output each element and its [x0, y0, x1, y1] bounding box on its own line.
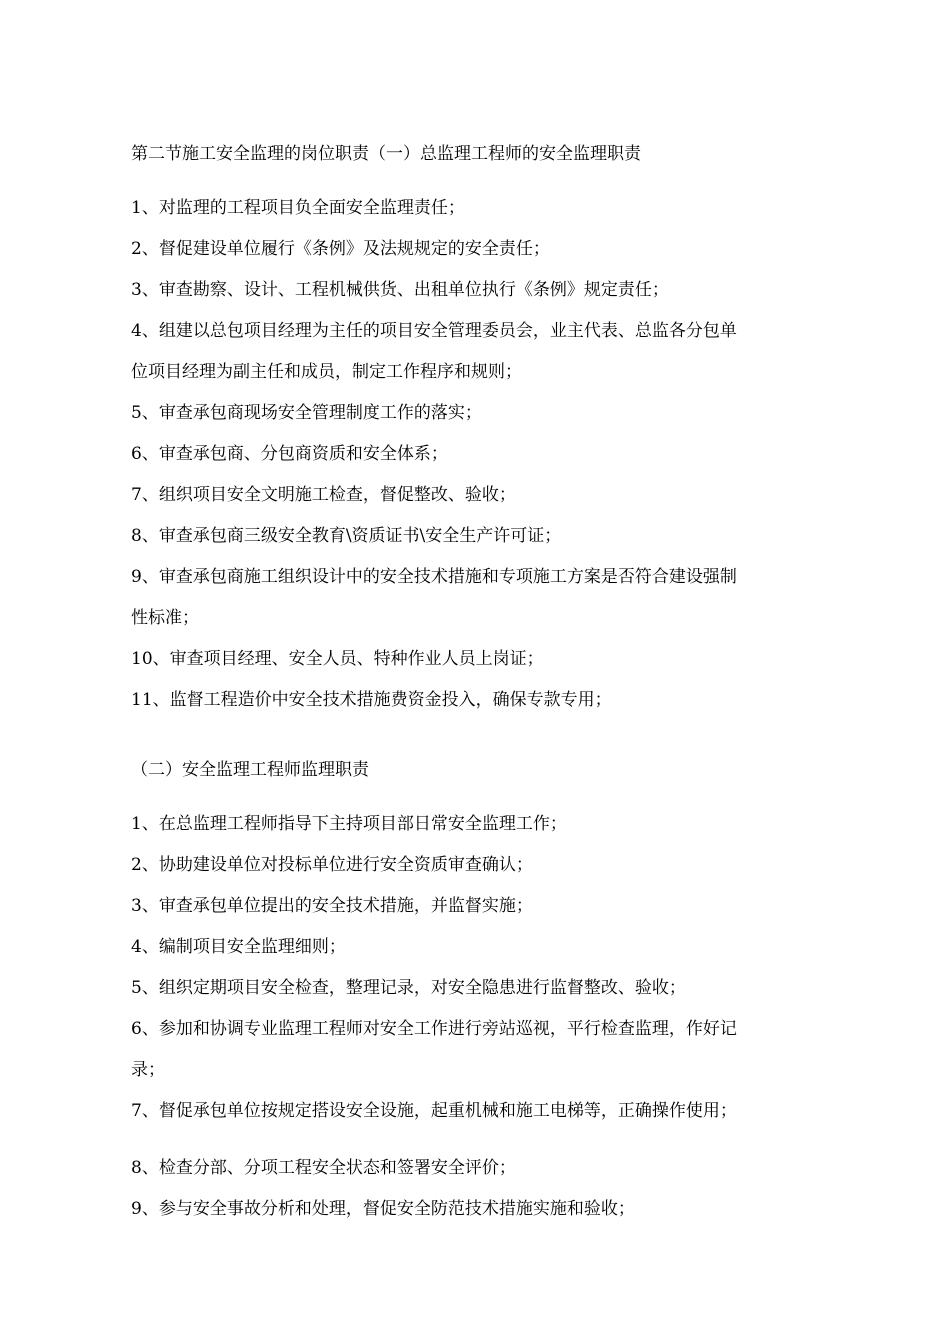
duty-item-continuation: 位项目经理为副主任和成员，制定工作程序和规则；: [131, 362, 522, 382]
duty-item: 6、审查承包商、分包商资质和安全体系；: [131, 444, 448, 464]
duty-item: 5、审查承包商现场安全管理制度工作的落实；: [131, 403, 482, 423]
section-title: 第二节施工安全监理的岗位职责（一）总监理工程师的安全监理职责: [131, 144, 641, 164]
duty-item: 7、组织项目安全文明施工检查，督促整改、验收；: [131, 485, 516, 505]
duty-item: 2、协助建设单位对投标单位进行安全资质审查确认；: [131, 855, 533, 875]
duty-item: 5、组织定期项目安全检查，整理记录，对安全隐患进行监督整改、验收；: [131, 978, 686, 998]
duty-item: 9、审查承包商施工组织设计中的安全技术措施和专项施工方案是否符合建设强制: [131, 567, 737, 587]
subsection-heading: （二）安全监理工程师监理职责: [131, 760, 369, 780]
duty-item: 4、组建以总包项目经理为主任的项目安全管理委员会，业主代表、总监各分包单: [131, 321, 737, 341]
duty-item: 1、对监理的工程项目负全面安全监理责任；: [131, 198, 465, 218]
duty-item: 6、参加和协调专业监理工程师对安全工作进行旁站巡视，平行检查监理，作好记: [131, 1019, 737, 1039]
duty-item: 3、审查承包单位提出的安全技术措施，并监督实施；: [131, 896, 533, 916]
duty-item: 10、审查项目经理、安全人员、特种作业人员上岗证；: [131, 649, 544, 669]
duty-item: 8、审查承包商三级安全教育\资质证书\安全生产许可证；: [131, 526, 562, 546]
duty-item: 1、在总监理工程师指导下主持项目部日常安全监理工作；: [131, 814, 567, 834]
duty-item: 2、督促建设单位履行《条例》及法规规定的安全责任；: [131, 239, 550, 259]
duty-item: 8、检查分部、分项工程安全状态和签署安全评价；: [131, 1158, 516, 1178]
duty-item: 7、督促承包单位按规定搭设安全设施，起重机械和施工电梯等，正确操作使用；: [131, 1101, 737, 1121]
duty-item: 4、编制项目安全监理细则；: [131, 937, 346, 957]
duty-item-continuation: 性标准；: [131, 608, 199, 628]
duty-item-continuation: 录；: [131, 1060, 165, 1080]
duty-item: 11、监督工程造价中安全技术措施费资金投入，确保专款专用；: [131, 690, 612, 710]
duty-item: 9、参与安全事故分析和处理，督促安全防范技术措施实施和验收；: [131, 1199, 635, 1219]
duty-item: 3、审查勘察、设计、工程机械供货、出租单位执行《条例》规定责任；: [131, 280, 669, 300]
